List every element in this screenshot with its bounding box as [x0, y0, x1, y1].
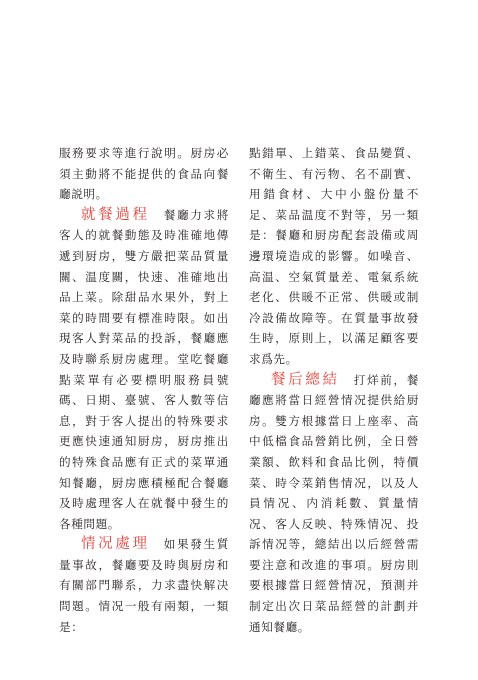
right-column: [249, 143, 419, 637]
service-paragraph: [59, 205, 229, 535]
section-heading-summary: 餐后總結: [271, 371, 340, 388]
continuation-text: 點錯單、上錯菜、食品變質、不衛生、有污物、名不副實、用錯食材、大中小盤份量不足、菜品温度不對等，另一類是：餐廳和厨房配套設備或周邊環境造成的影響。如噪音、高温、空氣質量差、電氣系統老化、供暖不正常、供暖或制冷設備故障等。在質量事故發生時，原則上，以滿足顧客要求爲先。: [249, 146, 419, 366]
summary-paragraph: [249, 370, 419, 638]
handling-paragraph: [59, 534, 229, 637]
section-heading-service: 就餐過程: [81, 206, 150, 223]
intro-paragraph: [59, 143, 229, 205]
handling-text: 如果發生質量事故，餐廳要及時與厨房和有關部門聯系，力求盡快解决問題。情况一般有兩類，一類是：: [59, 537, 229, 634]
intro-text: 服務要求等進行說明。厨房必須主動將不能提供的食品向餐廳説明。: [59, 146, 229, 202]
service-text: 餐廳力求將客人的就餐動態及時准確地傳遞到厨房，雙方嚴把菜品質量關、温度關，快速、准確地出品上菜。除甜品水果外，對上菜的時間要有標准時限。如出現客人對菜品的投訴，餐廳應及時聯系厨房處理。堂吃餐廳點菜單有必要標明服務員號碼、日期、臺號、客人數等信息，對于客人提出的特殊要求更應快速通知厨房，厨房推出的特殊食品應有正式的菜單通知餐廳，厨房應積極配合餐廳及時處理客人在就餐中發生的各種問題。: [59, 207, 229, 531]
summary-text: 打烊前，餐廳應將當日經營情况提供給厨房。雙方根據當日上座率、高中低檔食品營銷比例，全日營業額、飲料和食品比例，特價菜、時令菜銷售情况，以及人員情况、内消耗數、質量情况、客人反映、特殊情况、投訴情况等，總結出以后經營需要注意和改進的事項。厨房則要根據當日經營情况，預測并制定出次日菜品經營的計劃并通知餐廳。: [249, 372, 419, 634]
continuation-paragraph: [249, 143, 419, 370]
left-column: [59, 143, 229, 637]
section-heading-handling: 情况處理: [81, 536, 150, 553]
